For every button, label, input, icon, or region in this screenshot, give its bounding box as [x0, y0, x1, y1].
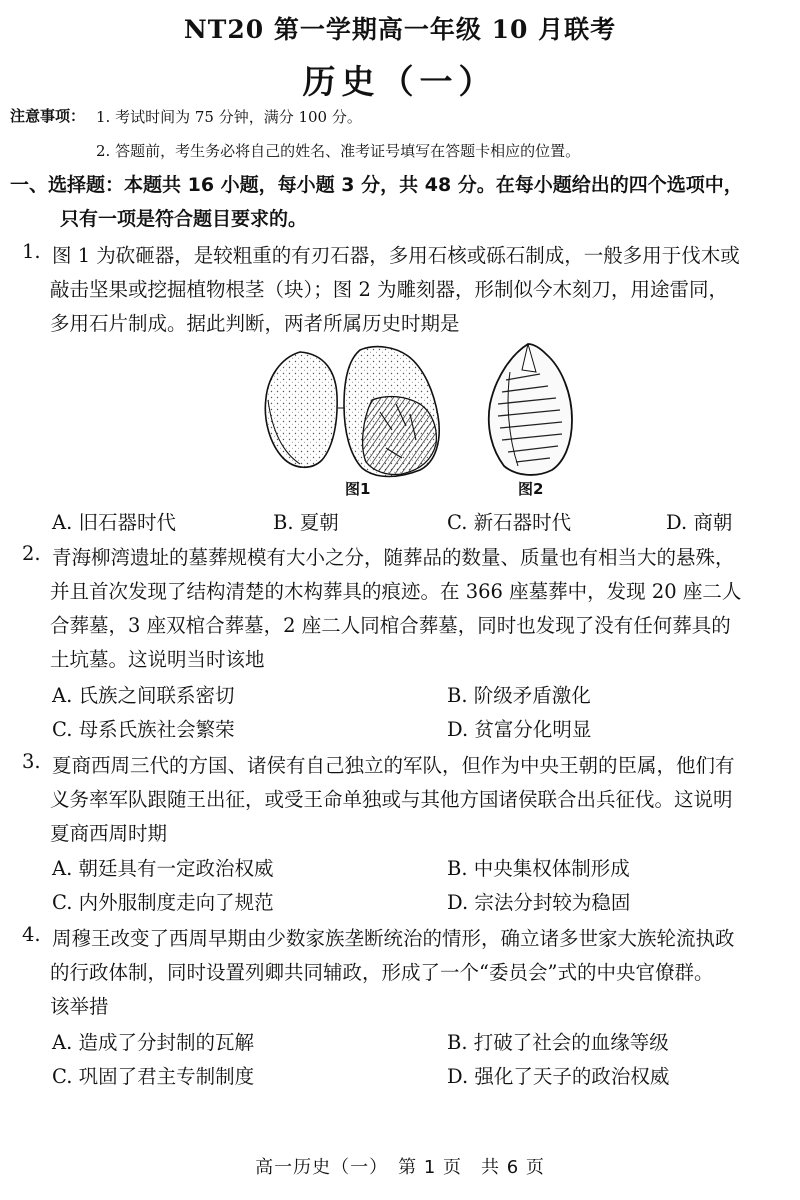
question-2-option-d[interactable]: D. 贫富分化明显	[447, 718, 592, 741]
page-footer: 高一历史（一） 第 1 页 共 6 页	[255, 1157, 545, 1178]
question-4-text-line: 该举措	[50, 995, 109, 1018]
question-2-option-c[interactable]: C. 母系氏族社会繁荣	[52, 718, 235, 741]
question-4-option-b[interactable]: B. 打破了社会的血缘等级	[447, 1031, 669, 1054]
question-1-number: 1.	[22, 240, 41, 263]
question-2-text-line: 并且首次发现了结构清楚的木构葬具的痕迹。在 366 座墓葬中，发现 20 座二人	[50, 580, 742, 603]
question-2-option-a[interactable]: A. 氏族之间联系密切	[52, 684, 235, 707]
question-3-text-line: 夏商西周时期	[50, 822, 168, 845]
question-3-text-line: 义务率军队跟随王出征，或受王命单独或与其他方国诸侯联合出兵征伐。这说明	[50, 788, 733, 811]
question-1-option-d[interactable]: D. 商朝	[666, 511, 733, 534]
question-3-text-line: 夏商西周三代的方国、诸侯有自己独立的军队，但作为中央王朝的臣属，他们有	[52, 754, 735, 777]
notice-label: 注意事项：	[10, 107, 86, 125]
question-4-text-line: 周穆王改变了西周早期由少数家族垄断统治的情形，确立诸多世家大族轮流执政	[52, 927, 735, 950]
question-1-option-c[interactable]: C. 新石器时代	[447, 511, 572, 534]
figure-1-caption: 图1	[345, 480, 371, 498]
subject-title: 历史（一）	[302, 62, 498, 101]
notice-item-2: 2. 答题前，考生务必将自己的姓名、准考证号填写在答题卡相应的位置。	[96, 142, 581, 160]
question-3-option-b[interactable]: B. 中央集权体制形成	[447, 857, 630, 880]
question-1-text-line: 图 1 为砍砸器，是较粗重的有刃石器，多用石核或砾石制成，一般多用于伐木或	[52, 244, 740, 267]
exam-title: NT20 第一学期高一年级 10 月联考	[183, 15, 617, 44]
question-3-number: 3.	[22, 750, 41, 773]
question-2-option-b[interactable]: B. 阶级矛盾激化	[447, 684, 591, 707]
question-4-option-d[interactable]: D. 强化了天子的政治权威	[447, 1065, 670, 1088]
section-heading-line-2: 只有一项是符合题目要求的。	[60, 208, 308, 230]
question-3-option-c[interactable]: C. 内外服制度走向了规范	[52, 891, 274, 914]
figure-1-chopper-drawing	[265, 347, 439, 477]
question-2-text-line: 土坑墓。这说明当时该地	[50, 648, 265, 671]
question-4-option-c[interactable]: C. 巩固了君主专制制度	[52, 1065, 255, 1088]
question-4-number: 4.	[22, 923, 41, 946]
question-1-option-b[interactable]: B. 夏朝	[273, 511, 339, 534]
figure-2-engraver-drawing	[489, 344, 572, 475]
question-4-text-line: 的行政体制，同时设置列卿共同辅政，形成了一个“委员会”式的中央官僚群。	[50, 961, 714, 984]
question-2-text-line: 青海柳湾遗址的墓葬规模有大小之分，随葬品的数量、质量也有相当大的悬殊，	[52, 546, 735, 569]
figure-2-caption: 图2	[518, 480, 544, 498]
section-heading-line-1: 一、选择题：本题共 16 小题，每小题 3 分，共 48 分。在每小题给出的四个选项中，	[10, 174, 743, 196]
notice-item-1: 1. 考试时间为 75 分钟，满分 100 分。	[96, 108, 362, 126]
question-2-text-line: 合葬墓，3 座双棺合葬墓，2 座二人同棺合葬墓，同时也发现了没有任何葬具的	[50, 614, 731, 637]
question-3-option-d[interactable]: D. 宗法分封较为稳固	[447, 891, 631, 914]
question-2-number: 2.	[22, 542, 41, 565]
question-1-text-line: 多用石片制成。据此判断，两者所属历史时期是	[50, 312, 460, 335]
question-4-option-a[interactable]: A. 造成了分封制的瓦解	[52, 1031, 254, 1054]
question-1-option-a[interactable]: A. 旧石器时代	[52, 511, 176, 534]
question-3-option-a[interactable]: A. 朝廷具有一定政治权威	[52, 857, 274, 880]
question-1-text-line: 敲击坚果或挖掘植物根茎（块）；图 2 为雕刻器，形制似今木刻刀，用途雷同，	[50, 278, 729, 301]
